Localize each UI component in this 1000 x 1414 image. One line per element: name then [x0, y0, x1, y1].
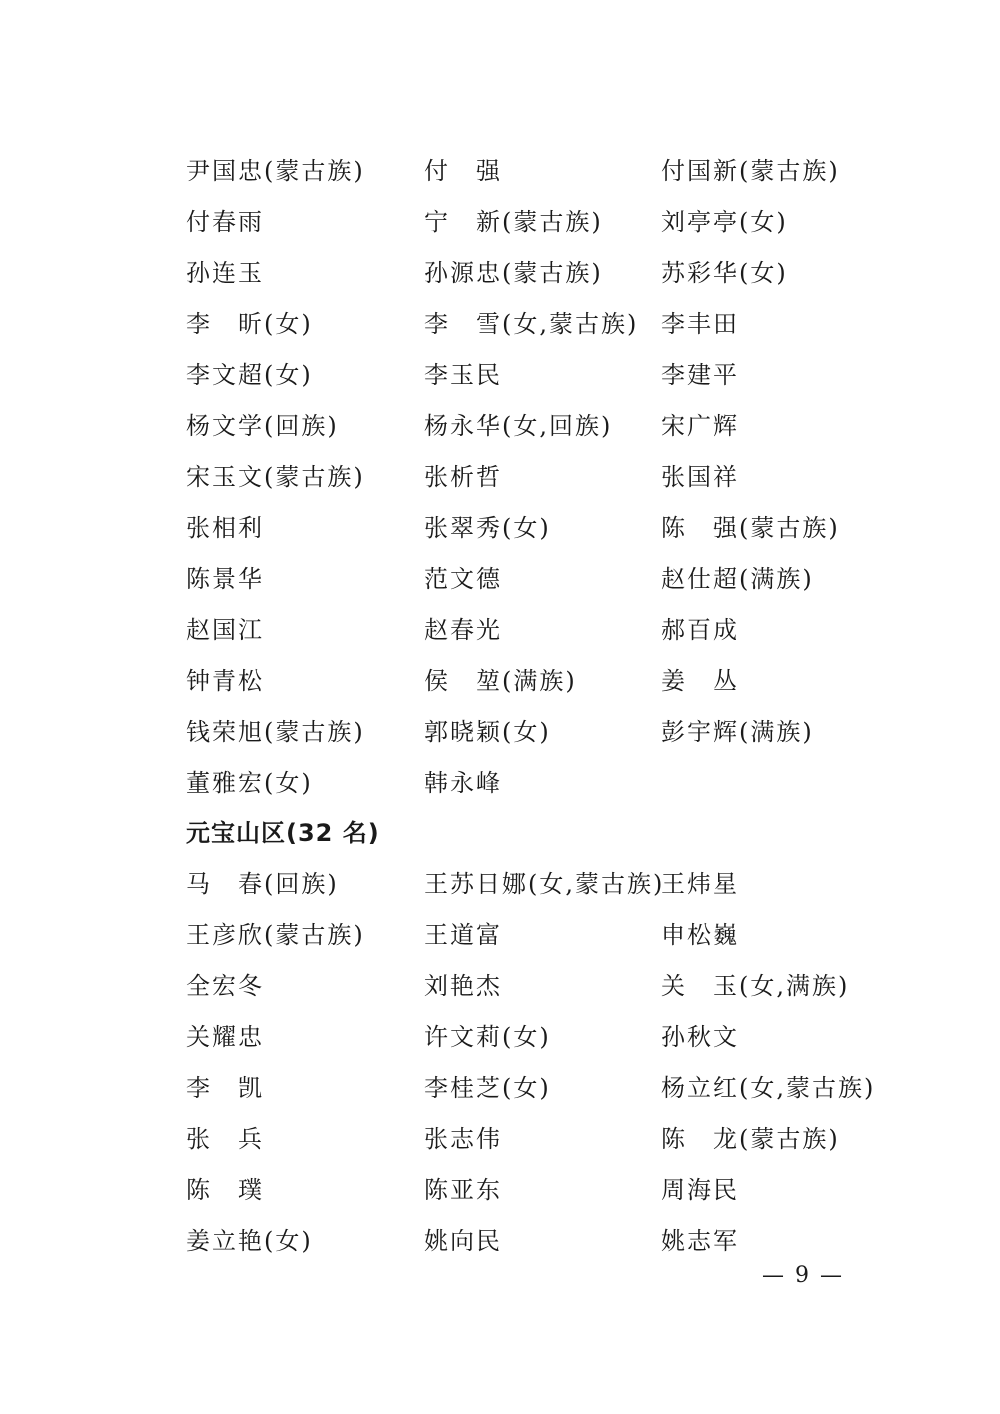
name-entry: 姜立艳(女) — [186, 1227, 313, 1255]
name-entry: 张 兵 — [186, 1125, 264, 1153]
section-title: 元宝山区(32 名) — [186, 819, 380, 847]
name-entry: 孙连玉 — [186, 259, 264, 287]
name-entry: 韩永峰 — [424, 769, 502, 797]
name-row — [186, 1022, 886, 1073]
name-row — [186, 971, 886, 1022]
name-row — [186, 513, 886, 564]
name-entry: 苏彩华(女) — [661, 259, 788, 287]
name-entry: 陈 强(蒙古族) — [661, 514, 840, 542]
name-entry: 王道富 — [424, 921, 502, 949]
name-entry: 钱荣旭(蒙古族) — [186, 718, 365, 746]
name-row — [186, 564, 886, 615]
name-entry: 郭晓颖(女) — [424, 718, 551, 746]
name-entry: 范文德 — [424, 565, 502, 593]
name-entry: 张相利 — [186, 514, 264, 542]
name-entry: 刘亭亭(女) — [661, 208, 788, 236]
name-entry: 刘艳杰 — [424, 972, 502, 1000]
name-entry: 张国祥 — [661, 463, 739, 491]
name-row — [186, 615, 886, 666]
name-entry: 李 凯 — [186, 1074, 264, 1102]
name-list-part2 — [186, 869, 886, 1277]
name-entry: 张志伟 — [424, 1125, 502, 1153]
name-entry: 王炜星 — [661, 870, 739, 898]
name-entry: 赵仕超(满族) — [661, 565, 814, 593]
name-row — [186, 411, 886, 462]
name-entry: 彭宇辉(满族) — [661, 718, 814, 746]
name-row — [186, 920, 886, 971]
name-entry: 马 春(回族) — [186, 870, 339, 898]
name-row — [186, 768, 886, 819]
name-row — [186, 360, 886, 411]
name-row — [186, 1124, 886, 1175]
name-row — [186, 869, 886, 920]
name-entry: 关耀忠 — [186, 1023, 264, 1051]
name-entry: 姚志军 — [661, 1227, 739, 1255]
name-entry: 付 强 — [424, 157, 502, 185]
name-row — [186, 462, 886, 513]
name-row — [186, 1073, 886, 1124]
name-entry: 李文超(女) — [186, 361, 313, 389]
name-entry: 王苏日娜(女,蒙古族) — [424, 870, 665, 898]
name-entry: 张析哲 — [424, 463, 502, 491]
name-entry: 孙源忠(蒙古族) — [424, 259, 603, 287]
name-entry: 李建平 — [661, 361, 739, 389]
name-row — [186, 156, 886, 207]
name-entry: 陈亚东 — [424, 1176, 502, 1204]
name-entry: 董雅宏(女) — [186, 769, 313, 797]
name-entry: 陈 璞 — [186, 1176, 264, 1204]
name-row — [186, 258, 886, 309]
name-entry: 付国新(蒙古族) — [661, 157, 840, 185]
name-entry: 孙秋文 — [661, 1023, 739, 1051]
name-entry: 关 玉(女,满族) — [661, 972, 850, 1000]
name-entry: 郝百成 — [661, 616, 739, 644]
name-entry: 侯 堃(满族) — [424, 667, 577, 695]
name-entry: 王彦欣(蒙古族) — [186, 921, 365, 949]
name-entry: 杨永华(女,回族) — [424, 412, 613, 440]
name-entry: 申松巍 — [661, 921, 739, 949]
name-entry: 李桂芝(女) — [424, 1074, 551, 1102]
name-entry: 李 雪(女,蒙古族) — [424, 310, 639, 338]
name-entry: 张翠秀(女) — [424, 514, 551, 542]
name-entry: 杨立红(女,蒙古族) — [661, 1074, 876, 1102]
name-row — [186, 1175, 886, 1226]
name-entry: 全宏冬 — [186, 972, 264, 1000]
page-number: — 9 — — [762, 1263, 844, 1288]
name-entry: 宋玉文(蒙古族) — [186, 463, 365, 491]
name-entry: 赵春光 — [424, 616, 502, 644]
name-entry: 李丰田 — [661, 310, 739, 338]
name-entry: 许文莉(女) — [424, 1023, 551, 1051]
name-entry: 姜 丛 — [661, 667, 739, 695]
name-entry: 宋广辉 — [661, 412, 739, 440]
name-entry: 陈景华 — [186, 565, 264, 593]
name-entry: 赵国江 — [186, 616, 264, 644]
name-entry: 陈 龙(蒙古族) — [661, 1125, 840, 1153]
name-row — [186, 717, 886, 768]
name-row — [186, 207, 886, 258]
name-entry: 李玉民 — [424, 361, 502, 389]
name-entry: 杨文学(回族) — [186, 412, 339, 440]
name-entry: 尹国忠(蒙古族) — [186, 157, 365, 185]
name-entry: 姚向民 — [424, 1227, 502, 1255]
name-row — [186, 309, 886, 360]
name-entry: 宁 新(蒙古族) — [424, 208, 603, 236]
name-list-part1 — [186, 156, 886, 819]
name-row — [186, 666, 886, 717]
name-entry: 钟青松 — [186, 667, 264, 695]
name-entry: 周海民 — [661, 1176, 739, 1204]
name-entry: 李 昕(女) — [186, 310, 313, 338]
name-entry: 付春雨 — [186, 208, 264, 236]
